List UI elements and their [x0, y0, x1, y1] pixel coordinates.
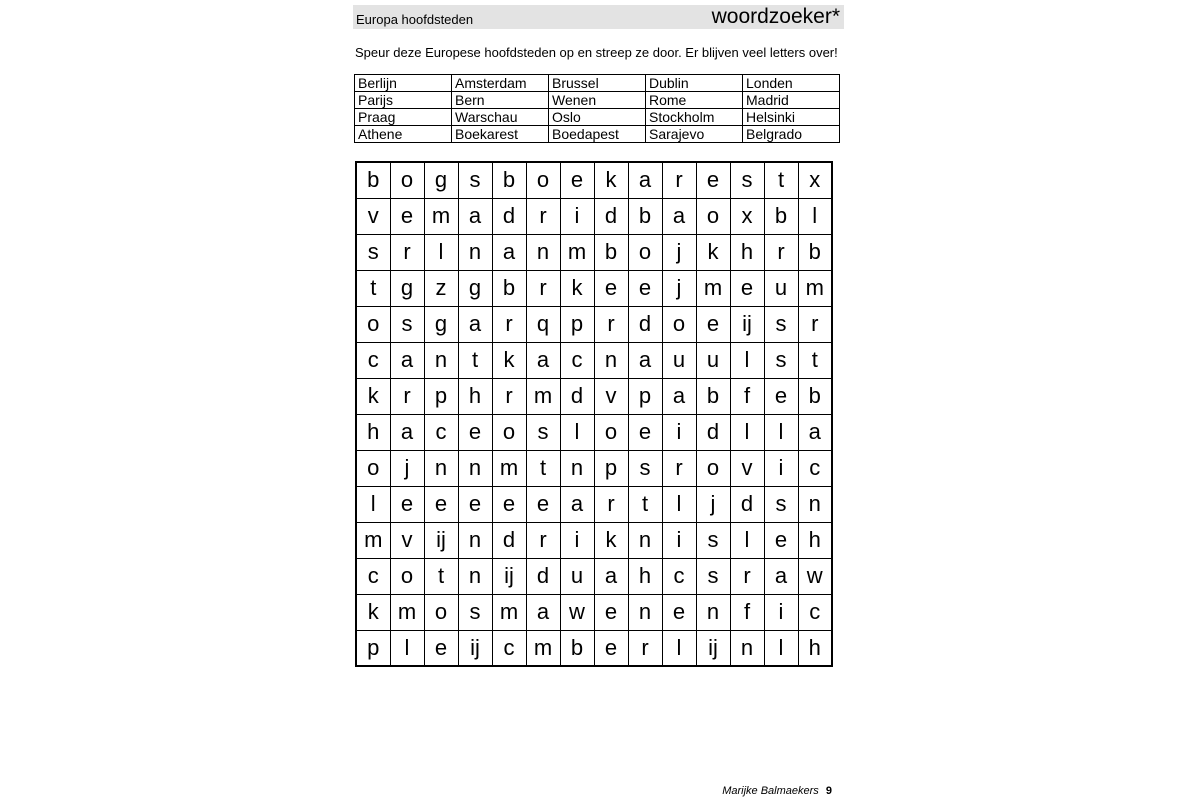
grid-cell: r — [594, 306, 628, 342]
page-number: 9 — [825, 785, 832, 797]
grid-cell: t — [628, 486, 662, 522]
grid-cell: n — [458, 558, 492, 594]
grid-cell: l — [424, 234, 458, 270]
grid-row — [356, 486, 832, 522]
grid-cell: s — [390, 306, 424, 342]
grid-cell: b — [492, 162, 526, 198]
grid-cell: e — [424, 486, 458, 522]
grid-cell: h — [798, 522, 832, 558]
word-list-item: Stockholm — [646, 109, 743, 126]
grid-cell: b — [628, 198, 662, 234]
grid-cell: k — [356, 378, 390, 414]
grid-cell: a — [560, 486, 594, 522]
grid-cell: j — [696, 486, 730, 522]
word-list-item: Warschau — [452, 109, 549, 126]
grid-cell: n — [730, 630, 764, 666]
grid-cell: r — [662, 162, 696, 198]
word-list-item: Wenen — [549, 92, 646, 109]
grid-cell: r — [492, 306, 526, 342]
grid-cell: m — [424, 198, 458, 234]
grid-row — [356, 306, 832, 342]
grid-cell: k — [594, 162, 628, 198]
grid-cell: p — [356, 630, 390, 666]
grid-row — [356, 198, 832, 234]
grid-cell: a — [492, 234, 526, 270]
grid-cell: r — [390, 234, 424, 270]
grid-cell: f — [730, 594, 764, 630]
grid-cell: b — [560, 630, 594, 666]
grid-cell: w — [560, 594, 594, 630]
grid-cell: v — [594, 378, 628, 414]
grid-cell: e — [764, 522, 798, 558]
grid-cell: o — [424, 594, 458, 630]
grid-cell: e — [730, 270, 764, 306]
grid-cell: n — [526, 234, 560, 270]
grid-row — [356, 414, 832, 450]
grid-cell: n — [628, 522, 662, 558]
grid-cell: a — [628, 342, 662, 378]
grid-row — [356, 630, 832, 666]
grid-cell: b — [764, 198, 798, 234]
grid-cell: u — [696, 342, 730, 378]
grid-row — [356, 270, 832, 306]
grid-cell: e — [492, 486, 526, 522]
grid-cell: c — [492, 630, 526, 666]
grid-cell: t — [798, 342, 832, 378]
grid-cell: e — [526, 486, 560, 522]
grid-cell: t — [356, 270, 390, 306]
grid-cell: l — [662, 486, 696, 522]
word-list-item: Londen — [743, 75, 840, 92]
grid-cell: h — [628, 558, 662, 594]
grid-cell: a — [764, 558, 798, 594]
grid-cell: a — [628, 162, 662, 198]
grid-cell: j — [390, 450, 424, 486]
grid-cell: e — [560, 162, 594, 198]
grid-cell: m — [492, 450, 526, 486]
grid-cell: o — [696, 198, 730, 234]
grid-cell: m — [526, 378, 560, 414]
grid-cell: t — [526, 450, 560, 486]
grid-row — [356, 594, 832, 630]
grid-cell: p — [594, 450, 628, 486]
grid-cell: i — [662, 414, 696, 450]
grid-cell: r — [730, 558, 764, 594]
grid-cell: p — [560, 306, 594, 342]
word-list-row — [355, 92, 840, 109]
word-list-item: Bern — [452, 92, 549, 109]
grid-cell: n — [424, 450, 458, 486]
grid-cell: a — [798, 414, 832, 450]
worksheet-title: Europa hoofdsteden — [356, 12, 474, 27]
grid-cell: l — [764, 630, 798, 666]
grid-cell: o — [390, 162, 424, 198]
grid-cell: c — [798, 594, 832, 630]
grid-cell: e — [458, 414, 492, 450]
grid-cell: s — [764, 342, 798, 378]
grid-cell: e — [696, 162, 730, 198]
word-list-row — [355, 75, 840, 92]
grid-cell: r — [526, 270, 560, 306]
grid-cell: v — [356, 198, 390, 234]
grid-cell: r — [390, 378, 424, 414]
word-list-item: Rome — [646, 92, 743, 109]
grid-cell: m — [492, 594, 526, 630]
grid-cell: l — [560, 414, 594, 450]
grid-cell: k — [696, 234, 730, 270]
grid-cell: z — [424, 270, 458, 306]
grid-row — [356, 522, 832, 558]
grid-cell: n — [696, 594, 730, 630]
grid-cell: o — [662, 306, 696, 342]
grid-cell: r — [764, 234, 798, 270]
grid-cell: o — [696, 450, 730, 486]
grid-cell: c — [356, 342, 390, 378]
grid-cell: l — [730, 522, 764, 558]
grid-cell: r — [798, 306, 832, 342]
word-list-item: Boekarest — [452, 126, 549, 143]
grid-cell: k — [594, 522, 628, 558]
grid-cell: d — [560, 378, 594, 414]
grid-cell: l — [798, 198, 832, 234]
grid-cell: g — [458, 270, 492, 306]
grid-cell: c — [798, 450, 832, 486]
grid-cell: h — [458, 378, 492, 414]
grid-cell: f — [730, 378, 764, 414]
grid-cell: k — [560, 270, 594, 306]
grid-cell: b — [356, 162, 390, 198]
grid-cell: e — [594, 630, 628, 666]
grid-cell: l — [390, 630, 424, 666]
grid-cell: j — [662, 270, 696, 306]
grid-cell: o — [594, 414, 628, 450]
grid-cell: d — [696, 414, 730, 450]
grid-cell: p — [628, 378, 662, 414]
grid-cell: t — [424, 558, 458, 594]
grid-cell: w — [798, 558, 832, 594]
grid-cell: ij — [424, 522, 458, 558]
grid-cell: r — [526, 198, 560, 234]
grid-cell: s — [356, 234, 390, 270]
word-list-item: Boedapest — [549, 126, 646, 143]
grid-cell: s — [628, 450, 662, 486]
grid-cell: r — [628, 630, 662, 666]
word-list-item: Athene — [355, 126, 452, 143]
header-bar — [353, 5, 844, 29]
grid-cell: r — [526, 522, 560, 558]
grid-cell: a — [662, 198, 696, 234]
grid-cell: g — [390, 270, 424, 306]
grid-cell: s — [696, 558, 730, 594]
grid-cell: u — [662, 342, 696, 378]
grid-cell: e — [390, 198, 424, 234]
grid-cell: q — [526, 306, 560, 342]
grid-cell: d — [594, 198, 628, 234]
grid-cell: l — [730, 342, 764, 378]
footer-author: Marijke Balmaekers — [722, 785, 819, 797]
grid-cell: j — [662, 234, 696, 270]
grid-row — [356, 342, 832, 378]
grid-cell: a — [458, 306, 492, 342]
grid-cell: s — [696, 522, 730, 558]
grid-cell: e — [424, 630, 458, 666]
grid-cell: o — [356, 306, 390, 342]
grid-cell: a — [594, 558, 628, 594]
grid-cell: k — [492, 342, 526, 378]
grid-cell: b — [798, 378, 832, 414]
grid-cell: i — [764, 450, 798, 486]
grid-cell: e — [764, 378, 798, 414]
footer — [722, 785, 832, 797]
word-list-row — [355, 109, 840, 126]
grid-cell: a — [526, 342, 560, 378]
word-list-table — [354, 74, 840, 143]
grid-cell: i — [764, 594, 798, 630]
grid-cell: d — [526, 558, 560, 594]
grid-cell: ij — [730, 306, 764, 342]
grid-cell: g — [424, 306, 458, 342]
grid-cell: h — [356, 414, 390, 450]
word-list-item: Parijs — [355, 92, 452, 109]
grid-cell: ij — [458, 630, 492, 666]
grid-cell: l — [356, 486, 390, 522]
grid-row — [356, 234, 832, 270]
grid-cell: a — [390, 342, 424, 378]
grid-cell: m — [390, 594, 424, 630]
grid-cell: l — [764, 414, 798, 450]
grid-cell: h — [798, 630, 832, 666]
grid-cell: i — [560, 198, 594, 234]
grid-cell: v — [730, 450, 764, 486]
grid-cell: p — [424, 378, 458, 414]
grid-cell: a — [662, 378, 696, 414]
grid-cell: b — [594, 234, 628, 270]
grid-cell: m — [696, 270, 730, 306]
grid-cell: n — [560, 450, 594, 486]
grid-cell: x — [730, 198, 764, 234]
grid-cell: m — [560, 234, 594, 270]
grid-cell: e — [628, 414, 662, 450]
grid-cell: d — [730, 486, 764, 522]
grid-row — [356, 162, 832, 198]
grid-cell: t — [764, 162, 798, 198]
grid-cell: e — [458, 486, 492, 522]
grid-cell: s — [526, 414, 560, 450]
grid-cell: i — [662, 522, 696, 558]
grid-cell: k — [356, 594, 390, 630]
grid-cell: r — [594, 486, 628, 522]
grid-cell: n — [628, 594, 662, 630]
word-list-item: Madrid — [743, 92, 840, 109]
word-list-item: Brussel — [549, 75, 646, 92]
word-list-item: Helsinki — [743, 109, 840, 126]
grid-cell: s — [458, 594, 492, 630]
grid-cell: a — [526, 594, 560, 630]
grid-cell: m — [356, 522, 390, 558]
grid-cell: ij — [696, 630, 730, 666]
grid-cell: c — [424, 414, 458, 450]
grid-row — [356, 450, 832, 486]
grid-cell: i — [560, 522, 594, 558]
grid-cell: t — [458, 342, 492, 378]
grid-cell: d — [492, 522, 526, 558]
word-list-item: Belgrado — [743, 126, 840, 143]
grid-cell: n — [424, 342, 458, 378]
grid-cell: n — [458, 234, 492, 270]
grid-cell: e — [390, 486, 424, 522]
grid-cell: b — [696, 378, 730, 414]
grid-cell: h — [730, 234, 764, 270]
grid-cell: m — [526, 630, 560, 666]
grid-cell: s — [764, 486, 798, 522]
grid-cell: o — [492, 414, 526, 450]
grid-cell: d — [492, 198, 526, 234]
grid-cell: v — [390, 522, 424, 558]
word-list-item: Amsterdam — [452, 75, 549, 92]
grid-cell: e — [696, 306, 730, 342]
grid-cell: m — [798, 270, 832, 306]
grid-cell: o — [628, 234, 662, 270]
grid-cell: e — [662, 594, 696, 630]
grid-cell: x — [798, 162, 832, 198]
grid-cell: n — [798, 486, 832, 522]
grid-cell: u — [764, 270, 798, 306]
grid-cell: b — [798, 234, 832, 270]
grid-cell: o — [356, 450, 390, 486]
grid-cell: e — [594, 594, 628, 630]
grid-cell: n — [594, 342, 628, 378]
grid-cell: o — [390, 558, 424, 594]
grid-cell: u — [560, 558, 594, 594]
word-list-item: Sarajevo — [646, 126, 743, 143]
grid-row — [356, 378, 832, 414]
grid-cell: s — [764, 306, 798, 342]
grid-cell: a — [458, 198, 492, 234]
puzzle-type-title: woordzoeker* — [711, 5, 840, 28]
grid-cell: c — [662, 558, 696, 594]
grid-cell: n — [458, 522, 492, 558]
instruction-text: Speur deze Europese hoofdsteden op en streep ze door. Er blijven veel letters over! — [355, 45, 838, 60]
word-list-row — [355, 126, 840, 143]
grid-cell: c — [356, 558, 390, 594]
grid-cell: n — [458, 450, 492, 486]
grid-cell: a — [390, 414, 424, 450]
grid-cell: s — [458, 162, 492, 198]
grid-cell: ij — [492, 558, 526, 594]
grid-cell: l — [662, 630, 696, 666]
grid-cell: s — [730, 162, 764, 198]
grid-cell: r — [492, 378, 526, 414]
word-search-grid — [355, 161, 833, 667]
grid-cell: b — [492, 270, 526, 306]
grid-cell: c — [560, 342, 594, 378]
grid-cell: e — [628, 270, 662, 306]
word-list-item: Berlijn — [355, 75, 452, 92]
word-list-item: Praag — [355, 109, 452, 126]
grid-cell: g — [424, 162, 458, 198]
grid-cell: l — [730, 414, 764, 450]
word-list-item: Dublin — [646, 75, 743, 92]
grid-row — [356, 558, 832, 594]
grid-cell: e — [594, 270, 628, 306]
grid-cell: d — [628, 306, 662, 342]
word-list-item: Oslo — [549, 109, 646, 126]
grid-cell: r — [662, 450, 696, 486]
grid-cell: o — [526, 162, 560, 198]
